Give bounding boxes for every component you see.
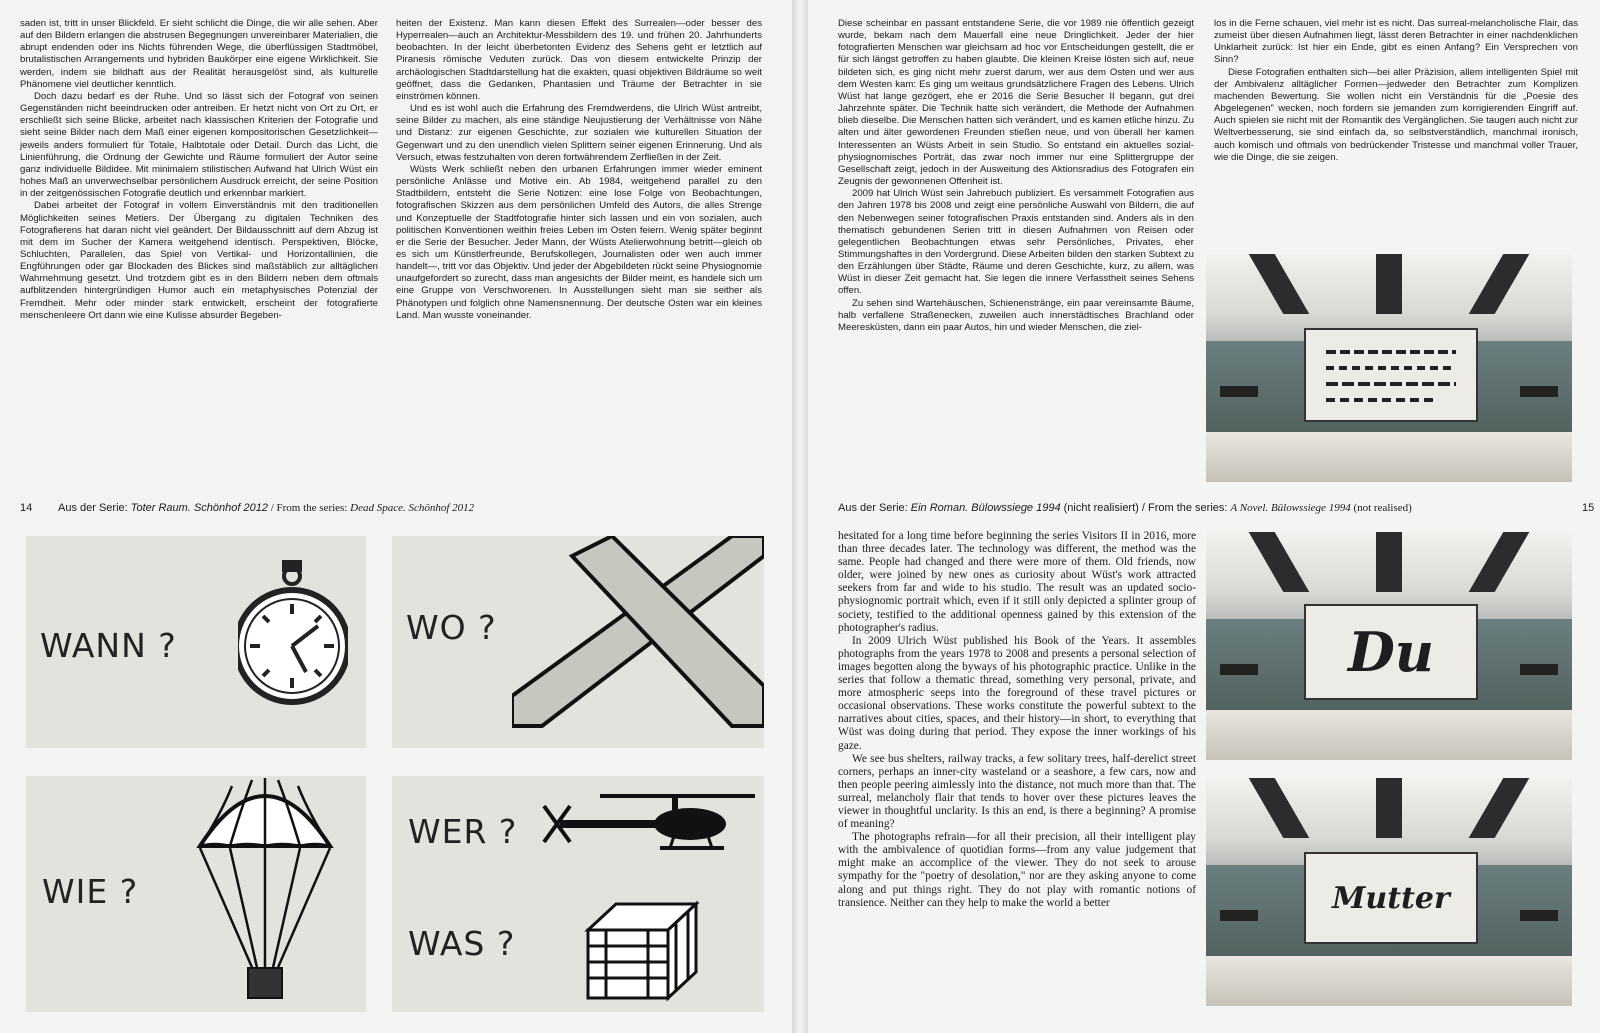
paragraph: Doch dazu bedarf es der Ruhe. Und so lässt sich der Fotograf von seinen Gegenständen nicht beeindrucken oder antreiben. Er hetzt nicht von Ort zu Ort, er erschließt sich seine Blicke, arbeitet nach klassischen Kriterien der Fotografie und sieht seine Bilder nach dem Maß einer eigenen kompositorischen Gesetzlichkeit—jeweils anders formuliert für Totale, Halbtotale oder Detail. Durch das Licht, die Linienführung, die Ordnung der Gewichte und Räume formuliert der Autor seine ganz individuelle Bildidee. Mit minimalem stilistischen Aufwand hat Ulrich Wüst ein hohes Maß an unverwechselbar persönlichem Ausdruck erreicht, der seine Position in der zeitgenössischen Fotografie deutlich und erkennbar markiert. — [20, 90, 378, 200]
paragraph: saden ist, tritt in unser Blickfeld. Er sieht schlicht die Dinge, die wir alle sehen. Aber auf den Bildern erlangen die abstrusen Begegnungen unvereinbarer Materialien, die abrupt endenden oder ins Nichts führenden Wege, die überflüssigen Stadtmöbel, brutalistischen Arrangements und hybriden Baukörper eine eigene Wirklichkeit. Sie werden, indem sie bildhaft aus der Realität herausgelöst sind, als kulturelle Phänomene viel deutlicher kenntlich. — [20, 18, 378, 90]
caption-de-title: Ein Roman. Bülowssiege 1994 — [910, 502, 1061, 514]
left-column-2 — [396, 18, 762, 322]
book-gutter — [792, 0, 808, 1033]
page-number-left: 14 — [20, 502, 33, 514]
paragraph: Wüsts Werk schließt neben den urbanen Erfahrungen immer wieder eminent persönliche Anlässe und Motive ein. Ab 1984, weitgehend parallel zu den Stadtbildern, entsteht die Serie Notizen: eine lose Folge von Beobachtungen, fotografischen Skizzen aus dem persönlichen Umfeld des Autors, die alles Strenge und Konzeptuelle der Stadtfotografie hinter sich lassen und ein von sozialen, auch politischen Konventionen weithin freies Leben im Osten feiern. Wenig später beginnt er die Serie der Besucher. Jeder Mann, der Wüsts Atelierwohnung betritt—gleich ob es sich um Künstlerfreunde, Berufskollegen, Journalisten oder wen auch immer handelt—, tritt vor das Objektiv. Und jeder der Abgebildeten rückt seine Physiognomie unaufgefordert so zurecht, dass man angesichts der Bilder meint, es handele sich um eine Gruppe von Verschworenen. In Ausstellungen sieht man sie seither als Phänotypen und folglich ohne Namensnennung. Der deutsche Osten war ein kleines Land. Man wusste voneinander. — [396, 163, 762, 321]
right-column-1 — [838, 18, 1194, 334]
figure-wo — [392, 536, 764, 748]
du-poster-text: Du — [1347, 620, 1435, 684]
station-sign — [1220, 910, 1258, 921]
pocket-watch-icon — [238, 556, 348, 716]
poster-text-lines — [1316, 340, 1466, 410]
paragraph: los in die Ferne schauen, viel mehr ist es nicht. Das surreal-melancholische Flair, das zumeist über diesen Aufnahmen liegt, lässt deren Betrachter in einer nachdenklichen Unklarheit zurück: Ist hier ein Ende, gibt es einen Anfang? Ein Versprechen von Sinn? — [1214, 18, 1578, 66]
paragraph: Diese Fotografien enthalten sich—bei aller Präzision, allem intelligenten Spiel mit der Ambivalenz alltäglicher Formen—jedweder den Betrachter zum Komplizen machenden Bewertung. Sie wollen nicht ein Verständnis für die „Poesie des Abgelegenen" wecken, noch fordern sie jemanden zum korrigierenden Eingriff auf. Auch spielen sie nicht mit der Romantik des Vergänglichen. Sie taugen auch nicht zur Weltverbesserung, sie sind einfach da, so selbstverständlich, manchmal ironisch, auch komisch und oftmals von bedrückender Tristesse und manchmal voller Trauer, wie die Dinge, die sie zeigen. — [1214, 66, 1578, 163]
paragraph: The photographs refrain—for all their precision, all their intelligent play with the ambivalence of quotidian forms—from any value judgement that might make an accomplice of the viewer. They do not seek to arouse sympathy for the "poetry of desolation," nor are they asking anyone to come along and put things right. They do not play with romantic notions of transience. Neither can they help to make the world a better — [838, 831, 1196, 909]
page-number-right: 15 — [1582, 502, 1595, 514]
figure-caption-right: Aus der Serie: Ein Roman. Bülowssiege 1994 (nicht realisiert) / From the series: A Novel. Bülowssiege 1994 (not realised) — [838, 502, 1412, 514]
figure-wie — [26, 776, 366, 1012]
paragraph: We see bus shelters, railway tracks, a few solitary trees, half-derelict street corners, perhaps an inner-city wasteland or a seashore, a few cars, now and then people peering aimlessly into the distance, not much more than that. The surreal, melancholy flair that tends to hover over these pictures leaves the viewer in thoughtful unclarity. Is this an end, is there a beginning? A promise of meaning? — [838, 752, 1196, 831]
station-sign — [1520, 386, 1558, 397]
station-photo-1 — [1206, 254, 1572, 482]
label-was: WAS ? — [408, 924, 516, 963]
figure-caption-left: Aus der Serie: Toter Raum. Schönhof 2012 / From the series: Dead Space. Schönhof 2012 — [58, 502, 475, 514]
paragraph: heiten der Existenz. Man kann diesen Effekt des Surrealen—oder besser des Hyperrealen—auch an Architektur-Messbildern des 19. und frühen 20. Jahrhunderts beobachten. In der leicht überbetonten Evidenz des Sehens geht er letztlich auf Piranesis römische Veduten zurück. Das von diesem entwickelte Prinzip der archäologischen Stadtdarstellung hat die exakten, quasi objektiven Bildräume so weit geöffnet, dass die Gedanken, Phantasien und Träume der Betrachter in sie einströmen können. — [396, 18, 762, 102]
paragraph: hesitated for a long time before beginning the series Visitors II in 2016, more than three decades later. The technology was different, the method was the same. People had changed and there were more of them. Old friends, now older, were joined by new ones as curiosity about Wüst's work attracted seekers from far and wide to his studio. The result was an updated socio-physiognomic portrait which, even if it still only depicted a splinter group of society, testified to the additional openness gained by this extension of the photographer's radius. — [838, 530, 1196, 634]
paragraph: Und es ist wohl auch die Erfahrung des Fremdwerdens, die Ulrich Wüst antreibt, seine Bilder zu machen, als eine ständige Neujustierung der Verhältnisse von Nähe und Distanz: zur eigenen Geschichte, zur sozialen wie kulturellen Situation der Gegenwart und zu den unendlich vielen Splittern seiner eigenen Erinnerung. Und als Versuch, etwas festzuhalten von deren fortwährendem Zerfließen in der Zeit. — [396, 103, 762, 163]
mutter-poster — [1304, 852, 1478, 944]
crossroads-icon — [512, 536, 764, 748]
station-photo-3 — [1206, 778, 1572, 1006]
label-wer: WER ? — [408, 812, 518, 851]
caption-en-title: Dead Space. Schönhof 2012 — [350, 502, 475, 514]
helicopter-icon — [540, 782, 760, 862]
figure-wer-was — [392, 776, 764, 1012]
caption-en-title: A Novel. Bülowssiege 1994 — [1230, 502, 1351, 514]
station-photo-2 — [1206, 532, 1572, 760]
station-sign — [1220, 664, 1258, 675]
left-page — [0, 0, 792, 1033]
station-sign — [1520, 664, 1558, 675]
station-sign — [1220, 386, 1258, 397]
label-wie: WIE ? — [42, 872, 139, 911]
figure-wann — [26, 536, 366, 748]
paragraph: 2009 hat Ulrich Wüst sein Jahrebuch publiziert. Es versammelt Fotografien aus den Jahren 1978 bis 2008 und zeigt eine persönliche Auswahl von Bildern, die auf den Nebenwegen seiner fotografischen Praxis entstanden sind. Anders als in den thematisch gebundenen Serien tritt in diesen Aufnahmen von Reisen oder gelegentlichen Beobachtungen etwas sehr Persönliches, Privates, eher Stimmungshaftes in den Vordergrund. Diese Arbeiten bilden den starken Subtext zu den Erzählungen über Städte, Räume und deren Geschichte, kurz, zu allem, was Wüst in dieser Zeit gemacht hat. Sie legen die innere Verfasstheit seines Sehens offen. — [838, 188, 1194, 297]
english-text-column — [838, 530, 1196, 910]
left-column-1 — [20, 18, 378, 322]
crate-icon — [582, 900, 702, 1004]
paragraph: Zu sehen sind Wartehäuschen, Schienenstränge, ein paar vereinsamte Bäume, halb verfallene Straßenecken, zuweilen auch innerstädtisches Brachland oder Meeresküsten, dann ein paar Autos, hin und wieder Menschen, die ziel- — [838, 297, 1194, 333]
label-wann: WANN ? — [40, 626, 177, 665]
station-sign — [1520, 910, 1558, 921]
paragraph: In 2009 Ulrich Wüst published his Book of the Years. It assembles photographs from the years 1978 to 2008 and presents a personal selection of images begotten along the byways of his photographic practice. Unlike in the series that follow a thematic thread, something very personal, private, and more atmospheric seeps into the foreground of these travel pictures or occasional observations. These works constitute the powerful subtext to the narratives about cities, spaces, and their history—in short, to everything that Wüst was doing during that period. They expose the inner workings of his gaze. — [838, 634, 1196, 752]
label-wo: WO ? — [406, 608, 497, 647]
right-page — [808, 0, 1600, 1033]
du-poster — [1304, 604, 1478, 700]
caption-de-title: Toter Raum. Schönhof 2012 — [130, 502, 268, 514]
mutter-poster-text: Mutter — [1332, 880, 1450, 916]
paragraph: Diese scheinbar en passant entstandene Serie, die vor 1989 nie öffentlich gezeigt wurde, bekam nach dem Mauerfall eine neue Dringlichkeit. Jeder der hier fotografierten Menschen war gleichsam ad hoc vor Entscheidungen gestellt, die er für sich längst getroffen zu haben glaubte. Die kleinen Kreise lösten sich auf, neue bildeten sich, es ging nicht mehr zuerst darum, wer aus dem Osten und wer aus dem Westen kam: Es ging um weitaus grundsätzlichere Fragen des Lebens. Ulrich Wüst hat lange gezögert, ehe er 2016 die Serie Besucher II begann, gut drei Jahrzehnte später. Die Technik hatte sich verändert, die Methode der Aufnahmen blieb dieselbe. Die Menschen hatten sich verändert, und es kamen etliche hinzu. Zu alten und älter gewordenen Freunden stießen neue, und von überall her kamen Interessenten an Wüsts Arbeit in sein Studio. So entstand ein aktuelles sozial-physiognomisches Porträt, das zwar noch immer nur eine Splittergruppe der Gesellschaft zeigt, jedoch in der Ausweitung des Aktionsradius des Fotografen ein Zeugnis der gewonnenen Offenheit ist. — [838, 18, 1194, 188]
right-column-2 — [1214, 18, 1578, 164]
parachute-icon — [190, 776, 340, 1012]
text-poster — [1304, 328, 1478, 422]
paragraph: Dabei arbeitet der Fotograf in vollem Einverständnis mit den traditionellen Möglichkeiten seines Metiers. Der Übergang zu digitalen Techniken des Fotografierens hat daran nicht viel geändert. Der Bildausschnitt auf dem Abzug ist mit dem im Sucher der Kamera weitgehend identisch. Perspektiven, Blöcke, Schluchten, Parallelen, das Spiel von Vertikal- und Horizontallinien, die Engführungen oder gar Blockaden des Blickes sind maßstäblich zur alltäglichen Wahrnehmung gesetzt. Und trotzdem gibt es in den Bildern neben dem oftmals aufblitzenden hintergründigen Humor auch ein metaphysisches Potenzial der Fremdheit. Mehr oder minder stark entwickelt, erscheint der fotografierte menschenleere Ort dann wie eine Kulisse absurder Begeben- — [20, 200, 378, 321]
